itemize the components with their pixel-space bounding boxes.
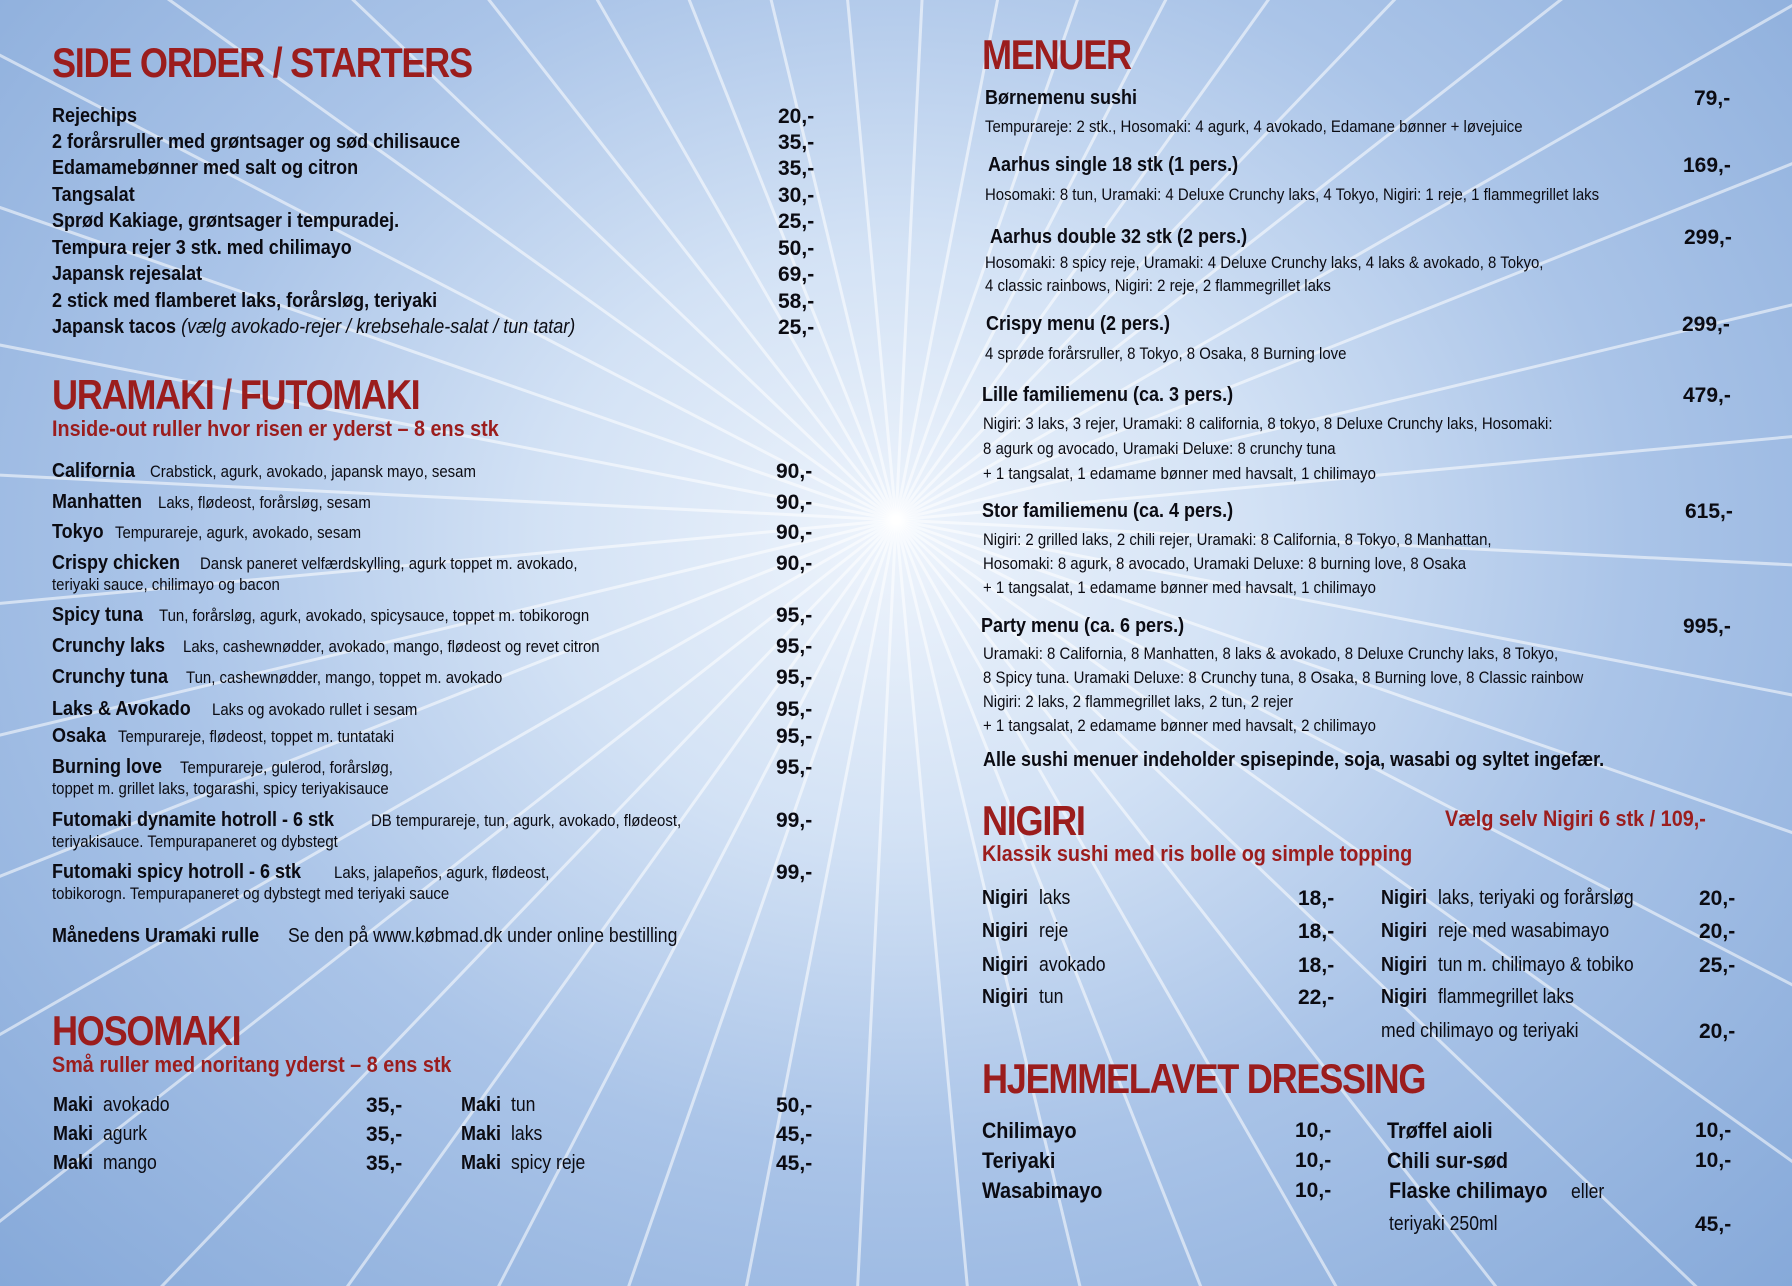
list-item: Japansk tacos (vælg avokado-rejer / krebsehale-salat / tun tatar)	[52, 316, 576, 338]
list-item: Chilimayo	[982, 1118, 1077, 1143]
list-item: Aarhus single 18 stk (1 pers.)	[988, 154, 1239, 176]
item-description: med chilimayo og teriyaki	[1381, 1020, 1579, 1042]
item-price: 615,-	[1685, 500, 1733, 523]
item-description: teriyaki sauce, chilimayo og bacon	[52, 575, 280, 594]
list-item: Crunchy laks Laks, cashewnødder, avokado, mango, flødeost og revet citron	[52, 635, 600, 657]
item-description: Hosomaki: 8 spicy reje, Uramaki: 4 Deluxe Crunchy laks, 4 laks & avokado, 8 Tokyo,	[985, 253, 1544, 272]
item-description: tobikorogn. Tempurapaneret og dybstegt med teriyaki sauce	[52, 884, 450, 903]
item-description: + 1 tangsalat, 1 edamame bønner med havsalt, 1 chilimayo	[983, 464, 1376, 483]
list-item: Nigiri tun	[982, 986, 1064, 1008]
list-item: Laks & Avokado Laks og avokado rullet i sesam	[52, 698, 418, 720]
list-item: Futomaki spicy hotroll - 6 stk Laks, jalapeños, agurk, flødeost,	[52, 861, 550, 883]
item-description: Hosomaki: 8 agurk, 8 avocado, Uramaki Deluxe: 8 burning love, 8 Osaka	[983, 554, 1467, 573]
item-price: 25,-	[778, 316, 815, 339]
item-description: 4 sprøde forårsruller, 8 Tokyo, 8 Osaka, 8 Burning love	[985, 344, 1347, 363]
item-price: 10,-	[1295, 1119, 1332, 1142]
item-price: 45,-	[776, 1152, 813, 1175]
nigiri-offer: Vælg selv Nigiri 6 stk / 109,-	[1445, 806, 1706, 831]
item-price: 95,-	[776, 725, 813, 748]
list-item: Manhatten Laks, flødeost, forårsløg, sesam	[52, 491, 371, 513]
item-price: 95,-	[776, 635, 813, 658]
item-price: 79,-	[1694, 87, 1731, 110]
nigiri-title: NIGIRI	[982, 797, 1085, 844]
list-item: Burning love Tempurareje, gulerod, forårsløg,	[52, 756, 393, 778]
item-price: 25,-	[1699, 954, 1736, 977]
item-price: 35,-	[778, 157, 815, 180]
hosomaki-subtitle: Små ruller med noritang yderst – 8 ens stk	[52, 1052, 452, 1077]
list-item: Futomaki dynamite hotroll - 6 stk DB tempurareje, tun, agurk, avokado, flødeost,	[52, 809, 682, 831]
list-item: Maki laks	[461, 1123, 543, 1145]
item-price: 35,-	[366, 1094, 403, 1117]
list-item: Maki mango	[53, 1152, 157, 1174]
list-item: Chili sur-sød	[1387, 1148, 1509, 1173]
item-price: 30,-	[778, 184, 815, 207]
item-description: Nigiri: 2 grilled laks, 2 chili rejer, Uramaki: 8 California, 8 Tokyo, 8 Manhattan,	[983, 530, 1492, 549]
item-price: 99,-	[776, 809, 813, 832]
item-price: 35,-	[366, 1152, 403, 1175]
item-price: 18,-	[1298, 920, 1335, 943]
item-price: 69,-	[778, 263, 815, 286]
item-price: 50,-	[776, 1094, 813, 1117]
item-description: 8 agurk og avocado, Uramaki Deluxe: 8 crunchy tuna	[983, 439, 1336, 458]
item-price: 995,-	[1683, 615, 1731, 638]
item-price: 95,-	[776, 604, 813, 627]
list-item: Party menu (ca. 6 pers.)	[981, 615, 1185, 637]
list-item: 2 forårsruller med grøntsager og sød chilisauce	[52, 131, 461, 153]
item-price: 10,-	[1295, 1179, 1332, 1202]
list-item: Nigiri laks, teriyaki og forårsløg	[1381, 887, 1634, 909]
item-price: 35,-	[366, 1123, 403, 1146]
item-price: 299,-	[1684, 226, 1732, 249]
list-item: Børnemenu sushi	[985, 87, 1138, 109]
list-item: Tempura rejer 3 stk. med chilimayo	[52, 237, 352, 259]
item-price: 10,-	[1295, 1149, 1332, 1172]
item-price: 20,-	[1699, 887, 1736, 910]
list-item: Stor familiemenu (ca. 4 pers.)	[982, 500, 1234, 522]
list-item: Maki spicy reje	[461, 1152, 586, 1174]
item-description: teriyakisauce. Tempurapaneret og dybstegt	[52, 832, 338, 851]
menuer-footnote: Alle sushi menuer indeholder spisepinde, soja, wasabi og syltet ingefær.	[983, 749, 1605, 771]
list-item: Edamamebønner med salt og citron	[52, 157, 359, 179]
list-item: Crispy menu (2 pers.)	[986, 313, 1171, 335]
item-description: 8 Spicy tuna. Uramaki Deluxe: 8 Crunchy tuna, 8 Osaka, 8 Burning love, 8 Classic rainbow	[983, 668, 1584, 687]
list-item: Rejechips	[52, 105, 138, 127]
list-item: Tokyo Tempurareje, agurk, avokado, sesam	[52, 521, 362, 543]
item-description: Tempurareje: 2 stk., Hosomaki: 4 agurk, 4 avokado, Edamane bønner + løvejuice	[985, 117, 1523, 136]
item-price: 20,-	[778, 105, 815, 128]
list-item: Trøffel aioli	[1387, 1118, 1493, 1143]
list-item: Crunchy tuna Tun, cashewnødder, mango, toppet m. avokado	[52, 666, 503, 688]
background-ray	[711, 0, 896, 520]
nigiri-subtitle: Klassik sushi med ris bolle og simple topping	[982, 841, 1413, 866]
item-description: + 1 tangsalat, 2 edamame bønner med havsalt, 2 chilimayo	[983, 716, 1376, 735]
list-item: California Crabstick, agurk, avokado, japansk mayo, sesam	[52, 460, 476, 482]
item-price: 22,-	[1298, 986, 1335, 1009]
item-price: 20,-	[1699, 1020, 1736, 1043]
list-item: Aarhus double 32 stk (2 pers.)	[990, 226, 1248, 248]
item-price: 10,-	[1695, 1149, 1732, 1172]
list-item: Nigiri laks	[982, 887, 1070, 909]
starters-title: SIDE ORDER / STARTERS	[52, 39, 472, 86]
list-item: Nigiri avokado	[982, 954, 1106, 976]
list-item: Teriyaki	[982, 1148, 1056, 1173]
list-item: Flaske chilimayo eller	[1389, 1178, 1604, 1203]
list-item: Maki agurk	[53, 1123, 148, 1145]
list-item: Maki tun	[461, 1094, 536, 1116]
item-price: 45,-	[1695, 1213, 1732, 1236]
item-price: 479,-	[1683, 384, 1731, 407]
item-price: 18,-	[1298, 954, 1335, 977]
item-price: 35,-	[778, 131, 815, 154]
list-item: Osaka Tempurareje, flødeost, toppet m. tuntataki	[52, 725, 394, 747]
item-description: teriyaki 250ml	[1389, 1213, 1498, 1235]
item-price: 18,-	[1298, 887, 1335, 910]
item-price: 90,-	[776, 552, 813, 575]
list-item: Maki avokado	[53, 1094, 170, 1116]
item-price: 90,-	[776, 491, 813, 514]
item-price: 20,-	[1699, 920, 1736, 943]
item-description: Uramaki: 8 California, 8 Manhatten, 8 laks & avokado, 8 Deluxe Crunchy laks, 8 Tokyo,	[983, 644, 1559, 663]
item-price: 58,-	[778, 290, 815, 313]
item-price: 169,-	[1683, 154, 1731, 177]
uramaki-title: URAMAKI / FUTOMAKI	[52, 371, 420, 418]
item-price: 25,-	[778, 210, 815, 233]
item-description: 4 classic rainbows, Nigiri: 2 reje, 2 flammegrillet laks	[985, 276, 1331, 295]
menuer-title: MENUER	[982, 31, 1131, 78]
item-price: 50,-	[778, 237, 815, 260]
list-item: Crispy chicken Dansk paneret velfærdskylling, agurk toppet m. avokado,	[52, 552, 578, 574]
item-description: Nigiri: 2 laks, 2 flammegrillet laks, 2 tun, 2 rejer	[983, 692, 1294, 711]
item-price: 45,-	[776, 1123, 813, 1146]
item-price: 299,-	[1682, 313, 1730, 336]
item-description: + 1 tangsalat, 1 edamame bønner med havsalt, 1 chilimayo	[983, 578, 1376, 597]
item-description: toppet m. grillet laks, togarashi, spicy teriyakisauce	[52, 779, 389, 798]
item-price: 10,-	[1695, 1119, 1732, 1142]
item-price: 95,-	[776, 666, 813, 689]
item-description: Nigiri: 3 laks, 3 rejer, Uramaki: 8 california, 8 tokyo, 8 Deluxe Crunchy laks, Hosomaki:	[983, 414, 1553, 433]
item-price: 95,-	[776, 698, 813, 721]
list-item: Sprød Kakiage, grøntsager i tempuradej.	[52, 210, 400, 232]
list-item: Tangsalat	[52, 184, 135, 206]
list-item: Nigiri tun m. chilimayo & tobiko	[1381, 954, 1634, 976]
list-item: Spicy tuna Tun, forårsløg, agurk, avokado, spicysauce, toppet m. tobikorogn	[52, 604, 589, 626]
monthly-roll: Månedens Uramaki rulle Se den på www.købmad.dk under online bestilling	[52, 925, 678, 947]
list-item: Nigiri reje	[982, 920, 1069, 942]
item-description: Hosomaki: 8 tun, Uramaki: 4 Deluxe Crunchy laks, 4 Tokyo, Nigiri: 1 reje, 1 flammegrillet laks	[985, 185, 1600, 204]
list-item: Lille familiemenu (ca. 3 pers.)	[982, 384, 1234, 406]
item-price: 95,-	[776, 756, 813, 779]
list-item: 2 stick med flamberet laks, forårsløg, teriyaki	[52, 290, 438, 312]
list-item: Wasabimayo	[982, 1178, 1103, 1203]
hosomaki-title: HOSOMAKI	[52, 1007, 241, 1054]
list-item: Japansk rejesalat	[52, 263, 203, 285]
item-price: 90,-	[776, 521, 813, 544]
list-item: Nigiri reje med wasabimayo	[1381, 920, 1609, 942]
item-price: 90,-	[776, 460, 813, 483]
dressing-title: HJEMMELAVET DRESSING	[982, 1055, 1426, 1102]
uramaki-subtitle: Inside-out ruller hvor risen er yderst – 8 ens stk	[52, 416, 499, 441]
item-price: 99,-	[776, 861, 813, 884]
list-item: Nigiri flammegrillet laks	[1381, 986, 1574, 1008]
